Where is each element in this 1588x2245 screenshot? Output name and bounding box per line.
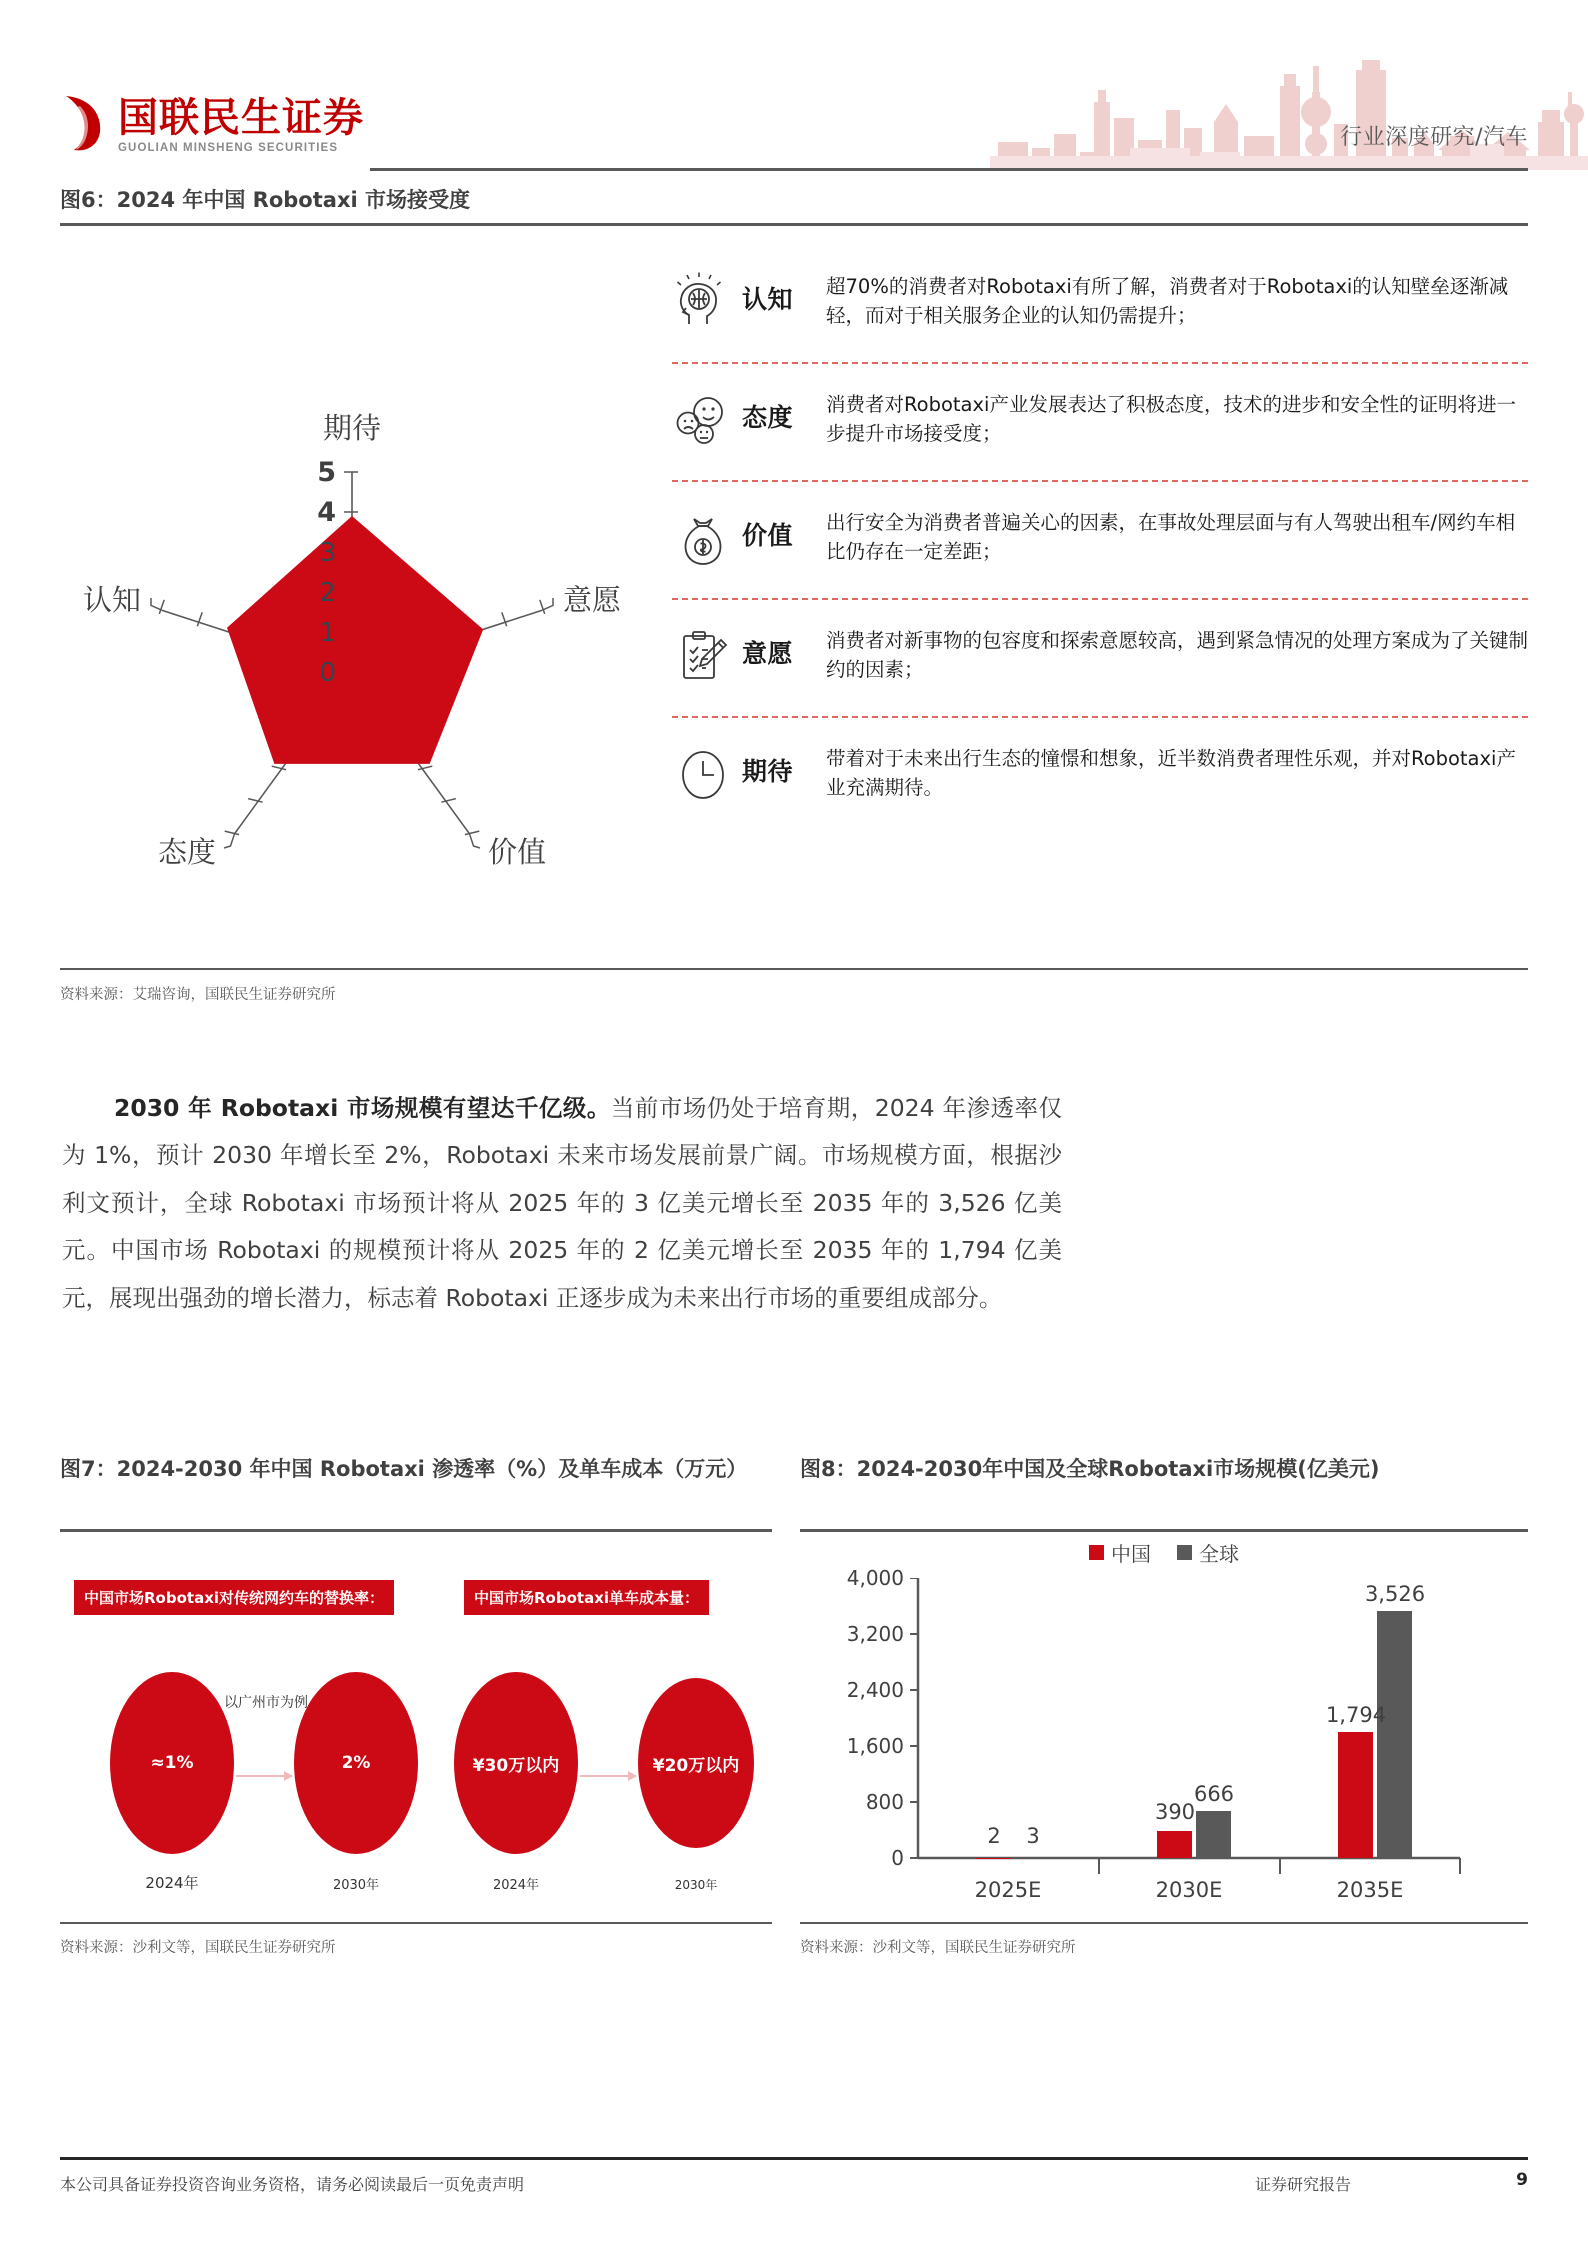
bars-area <box>918 1578 1460 1858</box>
y-tick: 800 <box>865 1790 904 1814</box>
figure-7-bubble: ¥30万以内 <box>454 1672 578 1854</box>
data-label: 666 <box>1193 1782 1235 1806</box>
header-divider <box>370 168 1528 171</box>
footer-divider <box>60 2157 1528 2160</box>
paragraph-lead: 2030 年 Robotaxi 市场规模有望达千亿级。 <box>114 1094 611 1122</box>
paragraph-rest: 当前市场仍处于培育期，2024 年渗透率仅为 1%，预计 2030 年增长至 2%，Robotaxi 未来市场发展前景广阔。市场规模方面，根据沙利文预计，全球 Robotaxi 市场预计将从 2025 年的 3 亿美元增长至 2035 年的 3,526 亿美元。中国市场 Robotaxi 的规模预计将从 2025 年的 2 亿美元增长至 2035 年的 1,794 亿美元，展现出强劲的增长潜力，标志着 Robotaxi 正逐步成为未来出行市场的重要组成部分。 <box>62 1094 1062 1312</box>
figure-7-arrow-left <box>236 1775 292 1777</box>
figure-6 <box>60 186 1528 1004</box>
header-category-tag: 行业深度研究/汽车 <box>1340 125 1528 150</box>
y-tick: 1,600 <box>846 1734 904 1758</box>
clock-icon <box>672 744 734 806</box>
svg-text:3: 3 <box>319 537 336 568</box>
figure-7-body <box>60 1532 772 1922</box>
acceptance-label: 价值 <box>742 520 794 550</box>
figure-7-arrow-right <box>580 1775 636 1777</box>
bar-global-2030 <box>1196 1811 1231 1858</box>
acceptance-row-expectation <box>672 718 1528 836</box>
figure-7-year: 2030年 <box>674 1878 718 1892</box>
data-label: 2 <box>987 1824 1001 1848</box>
figure-7-source: 资料来源：沙利文等，国联民生证券研究所 <box>60 1940 336 1956</box>
figure-8-legend <box>800 1538 1528 1567</box>
body-paragraph <box>62 1085 1062 1322</box>
figure-8-body <box>800 1532 1528 1922</box>
acceptance-label: 意愿 <box>742 638 794 668</box>
svg-text:2: 2 <box>319 577 336 608</box>
figure-7-year: 2024年 <box>145 1874 199 1892</box>
figure-7-banner-left: 中国市场Robotaxi对传统网约车的替换率： <box>74 1580 394 1615</box>
legend-label-global: 全球 <box>1199 1542 1239 1566</box>
legend-item-global <box>1177 1538 1239 1567</box>
city-skyline-decoration <box>990 52 1588 170</box>
svg-text:期待: 期待 <box>322 410 382 445</box>
y-tick: 3,200 <box>846 1622 904 1646</box>
legend-swatch-china <box>1089 1545 1104 1560</box>
radar-chart <box>70 242 662 942</box>
svg-text:5: 5 <box>317 456 336 488</box>
company-logo <box>60 92 364 154</box>
svg-text:0: 0 <box>319 657 336 688</box>
acceptance-text: 超70%的消费者对Robotaxi有所了解，消费者对于Robotaxi的认知壁垒逐渐减轻，而对于相关服务企业的认知仍需提升； <box>826 274 1509 328</box>
x-tick: 2035E <box>1336 1878 1404 1902</box>
money-bag-icon <box>672 508 734 570</box>
acceptance-text: 消费者对新事物的包容度和探索意愿较高，遇到紧急情况的处理方案成为了关键制约的因素； <box>826 628 1529 682</box>
acceptance-label: 认知 <box>742 284 794 314</box>
faces-icon <box>672 390 734 452</box>
footer-report-type: 证券研究报告 <box>1255 2175 1352 2194</box>
data-label: 3,526 <box>1364 1582 1426 1606</box>
data-label: 3 <box>1026 1824 1040 1848</box>
figure-6-bottom-rule <box>60 968 1528 970</box>
figure-7-year: 2024年 <box>492 1878 540 1893</box>
acceptance-label: 期待 <box>742 756 794 786</box>
figure-7-bottom-rule <box>60 1922 772 1924</box>
svg-text:价值: 价值 <box>488 834 547 869</box>
footer-disclaimer: 本公司具备证券投资咨询业务资格，请务必阅读最后一页免责声明 <box>60 2175 525 2194</box>
figure-8-source: 资料来源：沙利文等，国联民生证券研究所 <box>800 1940 1076 1956</box>
data-label: 390 <box>1154 1800 1196 1824</box>
figure-7 <box>60 1455 772 1957</box>
acceptance-text: 出行安全为消费者普遍关心的因素，在事故处理层面与有人驾驶出租车/网约车相比仍存在一定差距； <box>826 510 1516 564</box>
figure-8 <box>800 1455 1528 1957</box>
svg-text:意愿: 意愿 <box>563 582 622 617</box>
figure-6-source: 资料来源：艾瑞咨询，国联民生证券研究所 <box>60 986 336 1003</box>
data-label: 1,794 <box>1325 1703 1387 1727</box>
figure-7-bubble: ≈1% <box>110 1672 234 1854</box>
figure-7-title: 图7：2024-2030 年中国 Robotaxi 渗透率（%）及单车成本（万元） <box>60 1457 748 1481</box>
legend-label-china: 中国 <box>1111 1542 1151 1566</box>
figure-8-plot <box>800 1566 1528 1922</box>
svg-text:态度: 态度 <box>157 834 216 869</box>
figure-7-year: 2030年 <box>332 1878 380 1893</box>
legend-item-china <box>1089 1538 1151 1567</box>
legend-swatch-global <box>1177 1545 1192 1560</box>
x-tick: 2025E <box>974 1878 1042 1902</box>
bar-china-2030 <box>1157 1831 1192 1858</box>
x-tick: 2030E <box>1155 1878 1223 1902</box>
bar-china-2035 <box>1338 1732 1373 1858</box>
logo-mark-icon <box>60 92 106 154</box>
y-tick: 0 <box>891 1846 904 1870</box>
svg-text:4: 4 <box>317 496 336 528</box>
figure-7-bubble: 2% <box>294 1672 418 1854</box>
acceptance-row-willingness <box>672 600 1528 718</box>
acceptance-text: 消费者对Robotaxi产业发展表达了积极态度，技术的进步和安全性的证明将进一步提升市场接受度； <box>826 392 1516 446</box>
svg-text:1: 1 <box>319 617 336 648</box>
figure-8-bottom-rule <box>800 1922 1528 1924</box>
acceptance-row-attitude <box>672 364 1528 482</box>
footer-page-number: 9 <box>1516 2170 1528 2190</box>
clipboard-pencil-icon <box>672 626 734 688</box>
figure-8-title: 图8：2024-2030年中国及全球Robotaxi市场规模(亿美元) <box>800 1457 1380 1481</box>
acceptance-dimension-list <box>672 246 1528 836</box>
acceptance-label: 态度 <box>742 402 794 432</box>
acceptance-text: 带着对于未来出行生态的憧憬和想象，近半数消费者理性乐观，并对Robotaxi产业充满期待。 <box>826 746 1516 800</box>
y-tick: 4,000 <box>846 1566 904 1590</box>
acceptance-row-cognition <box>672 246 1528 364</box>
figure-6-title: 图6：2024 年中国 Robotaxi 市场接受度 <box>60 188 471 212</box>
figure-7-bubble: ¥20万以内 <box>638 1678 754 1848</box>
figure-7-banner-right: 中国市场Robotaxi单车成本量： <box>464 1580 709 1615</box>
y-tick: 2,400 <box>846 1678 904 1702</box>
radar-data-polygon <box>227 516 483 764</box>
brain-head-icon <box>672 272 734 334</box>
logo-text-en: GUOLIAN MINSHENG SECURITIES <box>118 142 339 154</box>
figure-7-note: 以广州市为例 <box>224 1695 308 1711</box>
bar-global-2035 <box>1377 1611 1412 1858</box>
logo-text-cn: 国联民生证券 <box>118 95 364 142</box>
figure-6-body <box>60 226 1528 968</box>
svg-text:认知: 认知 <box>82 582 141 617</box>
acceptance-row-value <box>672 482 1528 600</box>
page-header <box>0 0 1588 185</box>
